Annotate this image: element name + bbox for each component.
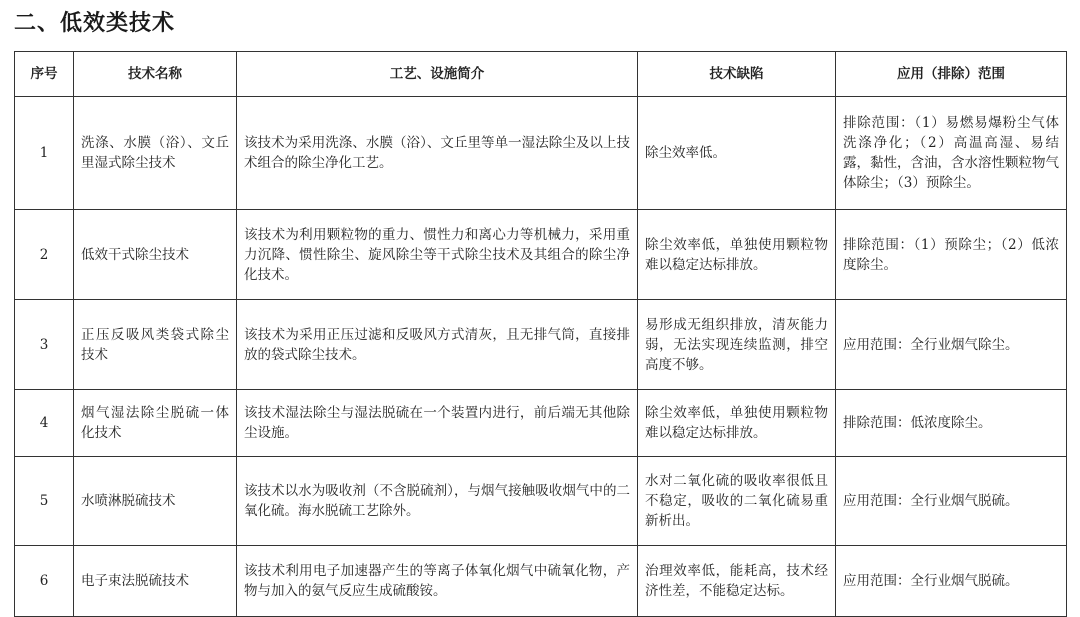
- row-number: 1: [15, 97, 74, 210]
- row-tech-name: 电子束法脱硫技术: [74, 546, 237, 617]
- header-process-intro: 工艺、设施简介: [237, 52, 638, 97]
- table-row: [15, 457, 1067, 546]
- header-scope: 应用（排除）范围: [836, 52, 1067, 97]
- row-process-intro: 该技术以水为吸收剂（不含脱硫剂），与烟气接触吸收烟气中的二氧化硫。海水脱硫工艺除外。: [237, 457, 638, 546]
- row-tech-defect: 除尘效率低，单独使用颗粒物难以稳定达标排放。: [638, 390, 836, 457]
- table-row: [15, 300, 1067, 390]
- row-number: 2: [15, 210, 74, 300]
- row-tech-defect: 水对二氧化硫的吸收率很低且不稳定，吸收的二氧化硫易重新析出。: [638, 457, 836, 546]
- table-row: [15, 210, 1067, 300]
- table-row: [15, 97, 1067, 210]
- row-scope: 应用范围：全行业烟气除尘。: [836, 300, 1067, 390]
- row-tech-defect: 治理效率低，能耗高，技术经济性差，不能稳定达标。: [638, 546, 836, 617]
- row-process-intro: 该技术利用电子加速器产生的等离子体氧化烟气中硫氧化物，产物与加入的氨气反应生成硫酸铵。: [237, 546, 638, 617]
- row-scope: 应用范围：全行业烟气脱硫。: [836, 546, 1067, 617]
- row-scope: 排除范围：低浓度除尘。: [836, 390, 1067, 457]
- header-tech-defect: 技术缺陷: [638, 52, 836, 97]
- row-tech-name: 烟气湿法除尘脱硫一体化技术: [74, 390, 237, 457]
- row-tech-name: 正压反吸风类袋式除尘技术: [74, 300, 237, 390]
- technology-table: [14, 51, 1067, 617]
- row-process-intro: 该技术为采用正压过滤和反吸风方式清灰，且无排气筒，直接排放的袋式除尘技术。: [237, 300, 638, 390]
- row-tech-defect: 除尘效率低，单独使用颗粒物难以稳定达标排放。: [638, 210, 836, 300]
- header-tech-name: 技术名称: [74, 52, 237, 97]
- row-scope: 排除范围：（1）预除尘；（2）低浓度除尘。: [836, 210, 1067, 300]
- section-title: 二、低效类技术: [14, 11, 176, 36]
- row-number: 3: [15, 300, 74, 390]
- row-scope: 应用范围：全行业烟气脱硫。: [836, 457, 1067, 546]
- row-process-intro: 该技术为采用洗涤、水膜（浴）、文丘里等单一湿法除尘及以上技术组合的除尘净化工艺。: [237, 97, 638, 210]
- row-tech-name: 洗涤、水膜（浴）、文丘里湿式除尘技术: [74, 97, 237, 210]
- row-tech-defect: 易形成无组织排放，清灰能力弱，无法实现连续监测，排空高度不够。: [638, 300, 836, 390]
- table-row: [15, 390, 1067, 457]
- row-scope: 排除范围：（1）易燃易爆粉尘气体洗涤净化；（2）高温高湿、易结露，黏性，含油，含水溶性颗粒物气体除尘；（3）预除尘。: [836, 97, 1067, 210]
- row-number: 4: [15, 390, 74, 457]
- row-process-intro: 该技术为利用颗粒物的重力、惯性力和离心力等机械力，采用重力沉降、惯性除尘、旋风除尘等干式除尘技术及其组合的除尘净化技术。: [237, 210, 638, 300]
- table-header-row: [15, 52, 1067, 97]
- row-tech-name: 水喷淋脱硫技术: [74, 457, 237, 546]
- row-tech-defect: 除尘效率低。: [638, 97, 836, 210]
- row-tech-name: 低效干式除尘技术: [74, 210, 237, 300]
- table-row: [15, 546, 1067, 617]
- row-number: 6: [15, 546, 74, 617]
- row-number: 5: [15, 457, 74, 546]
- header-number: 序号: [15, 52, 74, 97]
- row-process-intro: 该技术湿法除尘与湿法脱硫在一个装置内进行，前后端无其他除尘设施。: [237, 390, 638, 457]
